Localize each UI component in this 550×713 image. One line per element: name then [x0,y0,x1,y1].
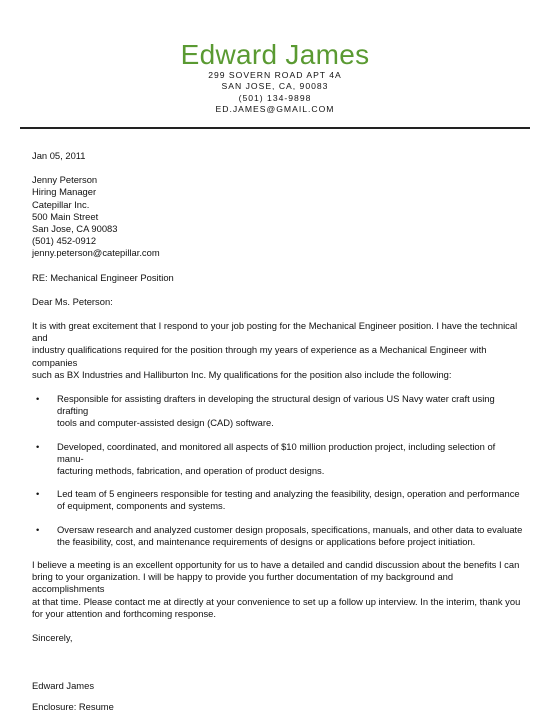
bullet-icon: • [36,488,40,500]
sender-address-line1: 299 SOVERN ROAD APT 4A [208,70,342,80]
letter-date: Jan 05, 2011 [32,150,86,161]
closing-line: at that time. Please contact me at directly at your convenience to set up a follow up interview. In the interim, thank you [32,595,521,607]
recipient-street: 500 Main Street [32,210,99,222]
closing-paragraph [32,559,524,620]
letter-body [32,150,524,713]
list-item [32,524,524,548]
list-item-line: Oversaw research and analyzed customer design proposals, specifications, manuals, and other data to evaluate [57,523,523,535]
recipient-city: San Jose, CA 90083 [32,223,118,235]
header-divider [20,127,530,130]
subject-line: RE: Mechanical Engineer Position [32,271,174,283]
recipient-email: jenny.peterson@catepillar.com [32,247,160,259]
list-item [32,393,524,430]
recipient-name: Jenny Peterson [32,174,98,186]
list-item [32,441,524,478]
list-item-line: of equipment, components and systems. [57,500,226,512]
sender-address-line2: SAN JOSE, CA, 90083 [221,81,329,92]
signature-name: Edward James [32,680,95,692]
bullet-icon: • [36,393,40,405]
intro-line: such as BX Industries and Halliburton Inc. My qualifications for the position also include the following: [32,368,452,380]
closing-line: bring to your organization. I will be happy to provide you further documentation of my background and accomplishments [32,571,454,595]
enclosure-note: Enclosure: Resume [32,700,114,712]
sender-email: ED.JAMES@GMAIL.COM [215,103,335,114]
sender-phone: (501) 134-9898 [238,92,312,103]
recipient-block [32,174,524,259]
list-item [32,488,524,512]
recipient-company: Catepillar Inc. [32,198,90,210]
sender-name: Edward James [180,39,370,70]
list-item-line: Developed, coordinated, and monitored all aspects of $10 million production project, including selection of manu- [57,440,496,464]
qualifications-list [32,393,524,548]
recipient-title: Hiring Manager [32,186,97,198]
closing-line: I believe a meeting is an excellent opportunity for us to have a detailed and candid discussion about the benefits I can [32,559,520,571]
list-item-line: the feasibility, cost, and maintenance requirements of designs or applications before project initiation. [57,535,476,547]
intro-line: It is with great excitement that I respond to your job posting for the Mechanical Engineer position. I have the technical and [32,320,518,344]
list-item-line: tools and computer-assisted design (CAD) software. [57,417,274,429]
letterhead [0,40,550,115]
signoff: Sincerely, [32,632,73,644]
intro-paragraph [32,320,524,381]
salutation: Dear Ms. Peterson: [32,295,113,307]
list-item-line: Responsible for assisting drafters in developing the structural design of various US Navy water craft using drafting [57,393,495,417]
bullet-icon: • [36,523,40,535]
closing-line: for your attention and forthcoming response. [32,607,216,619]
list-item-line: Led team of 5 engineers responsible for testing and analyzing the feasibility, design, operation and performance [57,488,520,500]
list-item-line: facturing methods, fabrication, and operation of product designs. [57,465,325,477]
intro-line: industry qualifications required for the position through my years of experience as a Mechanical Engineer with companies [32,344,487,368]
bullet-icon: • [36,440,40,452]
recipient-phone: (501) 452-0912 [32,235,97,247]
